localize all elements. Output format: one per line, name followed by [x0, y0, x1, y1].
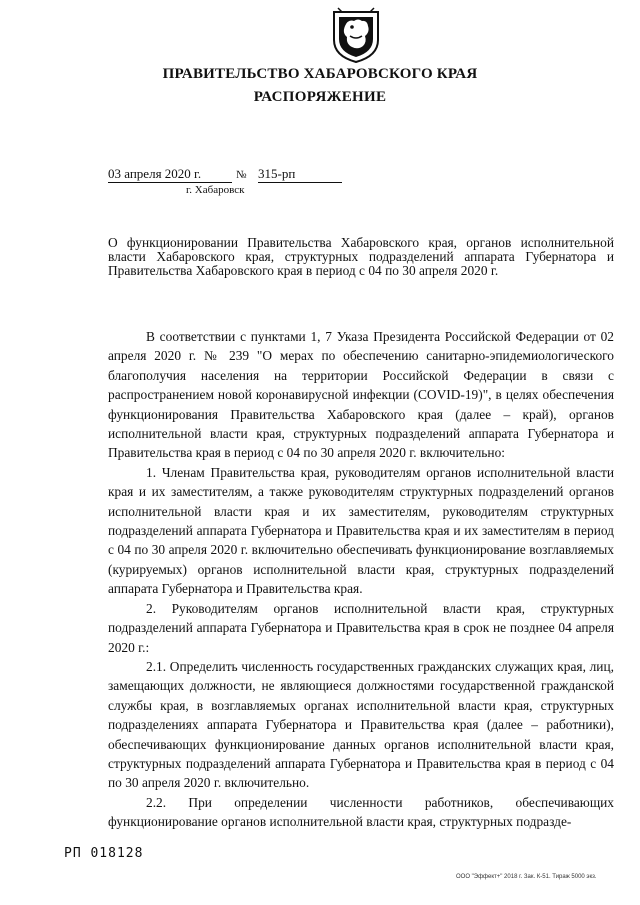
paragraph: 1. Членам Правительства края, руководителям органов исполнительной власти края и их заместителям, а также руководителям структурных подразделений органов исполнительной власти края и их заместителям, руководителям структурных подразделений аппарата Губернатора и Правительства края и их заместителям в период с 04 по 30 апреля 2020 г. включительно обеспечивать функционирование возглавляемых (курируемых) органов исполнительной власти края, структурных подразделений аппарата Губернатора и Правительства края. — [108, 464, 614, 597]
government-name: ПРАВИТЕЛЬСТВО ХАБАРОВСКОГО КРАЯ — [162, 66, 478, 82]
paragraph: 2.1. Определить численность государственных гражданских служащих края, лиц, замещающих должности, не являющиеся должностями государственной гражданской службы края, в возглавляемых органах исполнительной власти края, структурных подразделениях аппарата Губернатора и Правительства края (далее – работники), обеспечивающих функционирование данных органов исполнительной власти края, структурных подразделений аппарата Губернатора и Правительства края в период с 04 по 30 апреля 2020 г. включительно. — [108, 658, 614, 791]
document-number: 315-рп — [258, 166, 342, 183]
document-place: г. Хабаровск — [186, 184, 245, 196]
number-label: № — [236, 169, 247, 181]
document-type: РАСПОРЯЖЕНИЕ — [253, 89, 387, 105]
printer-imprint: ООО "Эффект+" 2018 г. Зак. К-51. Тираж 5000 экз. — [456, 874, 597, 880]
serial-number: РП 018128 — [64, 846, 144, 861]
paragraph: 2. Руководителям органов исполнительной власти края, структурных подразделений аппарата Губернатора и Правительства края в срок не позднее 04 апреля 2020 г.: — [108, 600, 614, 655]
paragraph: В соответствии с пунктами 1, 7 Указа Президента Российской Федерации от 02 апреля 2020 г. № 239 "О мерах по обеспечению санитарно-эпидемиологического благополучия населения на территории Российской Федерации в связи с распространением новой коронавирусной инфекции (COVID-19)", в целях обеспечения функционирования Правительства Хабаровского края (далее – край), органов исполнительной власти края, структурных подразделений аппарата Губернатора и Правительства края в период с 04 по 30 апреля 2020 г. включительно: — [108, 329, 614, 461]
coat-of-arms-icon — [330, 6, 382, 64]
paragraph: 2.2. При определении численности работников, обеспечивающих функционирование органов исполнительной власти края, структурных подразде- — [108, 794, 614, 830]
document-date: 03 апреля 2020 г. — [108, 166, 232, 183]
document-body — [108, 327, 614, 832]
document-subject: О функционировании Правительства Хабаровского края, органов исполнительной власти Хабаровского края, структурных подразделений аппарата Губернатора и Правительства Хабаровского края в период с 04 по 30 апреля 2020 г. — [108, 235, 614, 278]
